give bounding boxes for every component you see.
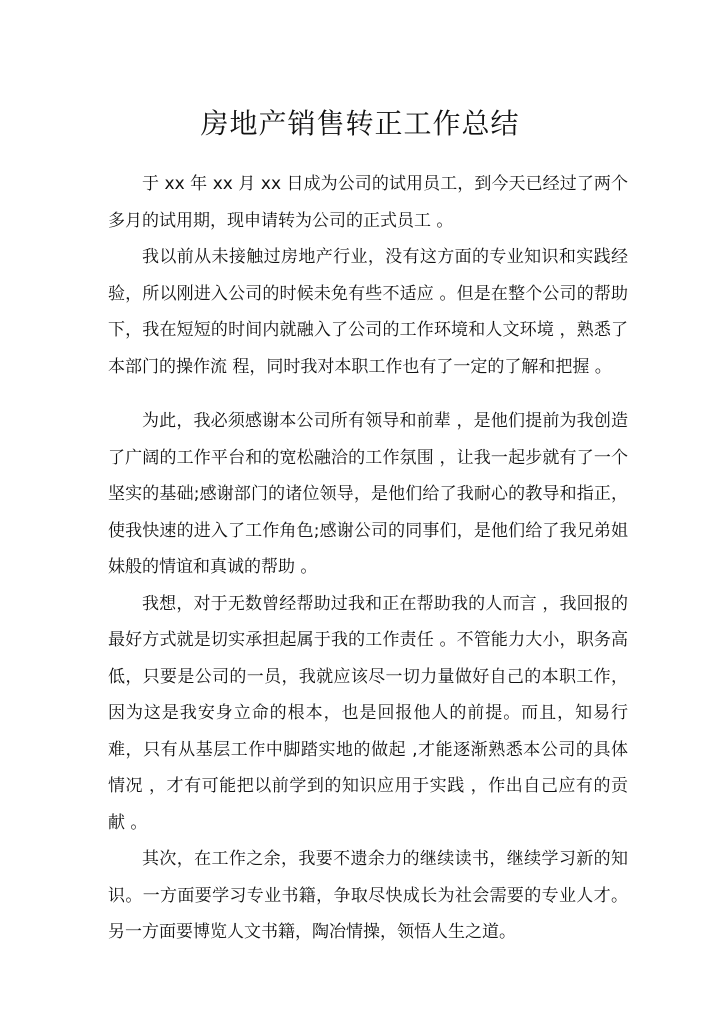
- document-title: 房地产销售转正工作总结: [200, 107, 520, 140]
- paragraph-1: 于 xx 年 xx 月 xx 日成为公司的试用员工，到今天已经过了两个多月的试用期，现申请转为公司的正式员工 。: [108, 174, 628, 231]
- paragraph-4: 我想，对于无数曾经帮助过我和正在帮助我的人而言 ，我回报的最好方式就是切实承担起属于我的工作责任 。不管能力大小，职务高低，只要是公司的一员，我就应该尽一切力量做好自己的本职工作，因为这是我安身立命的根本，也是回报他人的前提。而且，知易行难，只有从基层工作中脚踏实地的做起 ,才能逐渐熟悉本公司的具体情况 ，才有可能把以前学到的知识应用于实践 ，作出自己应有的贡献 。: [108, 593, 628, 833]
- paragraph-2: 我以前从未接触过房地产行业，没有这方面的专业知识和实践经验，所以刚进入公司的时候未免有些不适应 。但是在整个公司的帮助下，我在短短的时间内就融入了公司的工作环境和人文环境 ，熟悉了本部门的操作流 程，同时我对本职工作也有了一定的了解和把握 。: [108, 247, 628, 377]
- document-body: [108, 166, 628, 951]
- paragraph-gap: [108, 385, 628, 403]
- paragraph-3: 为此，我必须感谢本公司所有领导和前辈 ，是他们提前为我创造了广阔的工作平台和的宽松融洽的工作氛围 ，让我一起步就有了一个坚实的基础;感谢部门的诸位领导，是他们给了我耐心的教导和指正，使我快速的进入了工作角色;感谢公司的同事们，是他们给了我兄弟姐妹般的情谊和真诚的帮助 。: [108, 411, 628, 577]
- paragraph-5: 其次，在工作之余，我要不遗余力的继续读书，继续学习新的知识。一方面要学习专业书籍，争取尽快成长为社会需要的专业人才。另一方面要博览人文书籍，陶冶情操，领悟人生之道。: [108, 849, 628, 942]
